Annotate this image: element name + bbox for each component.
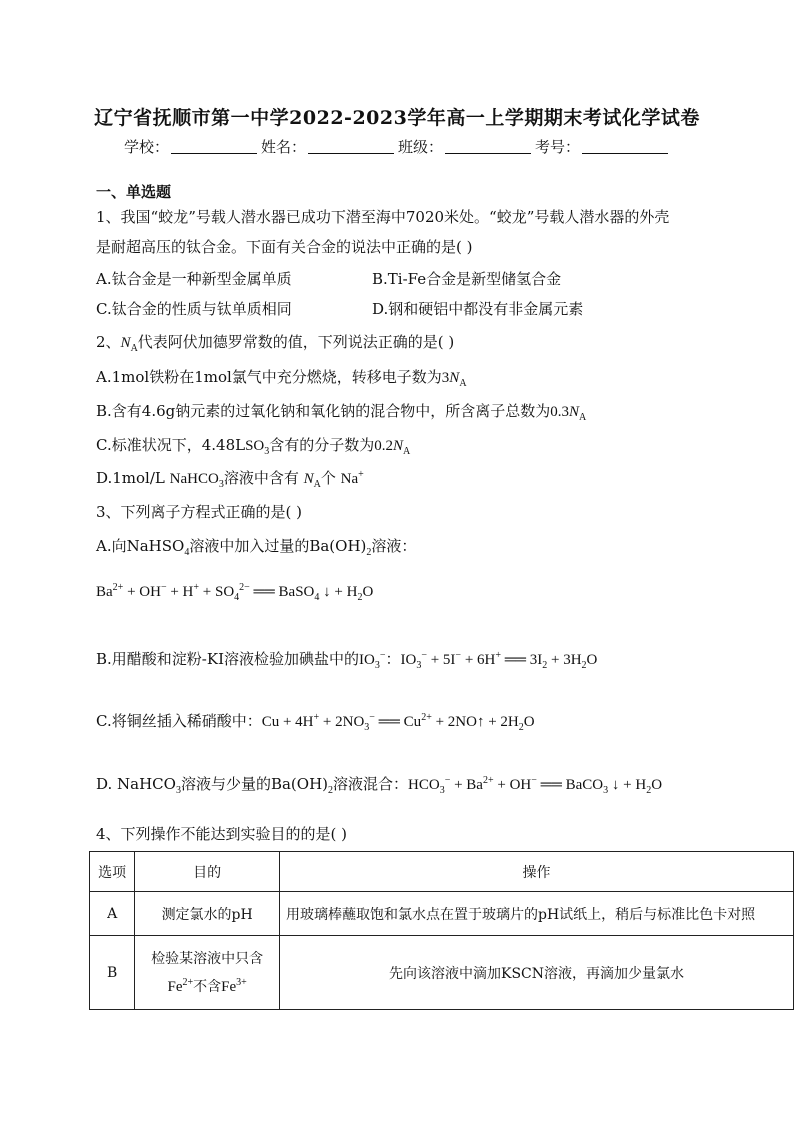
class-label: 班级： xyxy=(398,138,444,156)
table-row xyxy=(90,892,794,936)
q1-option-d: D.钢和硬铝中都没有非金属元素 xyxy=(372,300,584,318)
q2-stem: 2、$N_A$代表阿伏加德罗常数的值，下列说法正确的是( ) xyxy=(96,333,455,354)
q1-stem-line2: 是耐超高压的钛合金。下面有关合金的说法中正确的是( ) xyxy=(96,238,473,256)
header-purpose: 目的 xyxy=(135,852,280,892)
formula-so3: $SO_3$ xyxy=(245,438,270,457)
formula-nahco3: NaHCO$_3$ xyxy=(169,471,224,490)
na-symbol: $N_A$ xyxy=(303,471,321,490)
student-info-line xyxy=(124,136,672,157)
formula-0-3na: $0.3N_A$ xyxy=(550,404,587,423)
row-b-operation: 先向该溶液中滴加KSCN溶液，再滴加少量氯水 xyxy=(279,936,793,1010)
q2-option-d: D.1mol/L NaHCO$_3$溶液中含有 $N_A$个 Na+ xyxy=(96,469,364,490)
q1-option-c: C.钛合金的性质与钛单质相同 xyxy=(96,300,292,318)
q3-option-b: B.用醋酸和淀粉-KI溶液检验加碘盐中的$IO_3^-$：$IO_3^- + 5I^- + 6H^+$ ══ $3I_2 + 3H_2O$ xyxy=(96,650,598,671)
q2-option-b: B.含有4.6g钠元素的过氧化钠和氧化钠的混合物中，所含离子总数为$0.3N_A$ xyxy=(96,402,587,423)
row-a-option: A xyxy=(90,892,135,936)
q2-option-a: A.1mol铁粉在1mol氯气中充分燃烧，转移电子数为$3N_A$ xyxy=(96,368,467,389)
q3-option-c: C.将铜丝插入稀硝酸中：$Cu + 4H^+ + 2NO_3^-$ ══ $Cu^{2+}$ + 2NO↑ + $2H_2O$ xyxy=(96,712,535,733)
q4-options-table xyxy=(89,851,794,1010)
formula-0-2na: $0.2N_A$ xyxy=(374,438,411,457)
q2-option-c: C.标准状况下，$4.48LSO_3$含有的分子数为$0.2N_A$ xyxy=(96,436,411,457)
header-operation: 操作 xyxy=(279,852,793,892)
q3-equation-b: $IO_3^- + 5I^- + 6H^+$ ══ $3I_2 + 3H_2O$ xyxy=(400,650,598,671)
q3-option-a: A.向NaHSO$_4$溶液中加入过量的$Ba(OH)_2$溶液： xyxy=(96,537,417,558)
school-label: 学校： xyxy=(124,138,170,156)
name-blank[interactable] xyxy=(308,139,394,154)
q4-stem: 4、下列操作不能达到实验目的的是( ) xyxy=(96,825,348,843)
section-heading: 一、单选题 xyxy=(96,183,172,201)
q3-option-d: D. NaHCO$_3$溶液与少量的$Ba(OH)_2$溶液混合：$HCO_3^- + Ba^{2+} + OH^-$ ══ BaCO$_3$ ↓ + $H_2O$ xyxy=(96,775,663,796)
q3-equation-d: $HCO_3^- + Ba^{2+} + OH^-$ ══ BaCO$_3$ ↓ + $H_2O$ xyxy=(408,775,663,796)
q3-equation-a: $Ba^{2+} + OH^- + H^+ + SO_4^{2-}$ ══ BaSO$_4$ ↓ + $H_2O$ xyxy=(96,582,374,603)
q1-option-b: B.Ti-Fe合金是新型储氢合金 xyxy=(372,270,562,288)
row-a-operation: 用玻璃棒蘸取饱和氯水点在置于玻璃片的pH试纸上，稍后与标准比色卡对照 xyxy=(285,906,756,923)
na-symbol: $N_A$ xyxy=(120,335,138,354)
class-blank[interactable] xyxy=(445,139,531,154)
name-label: 姓名： xyxy=(261,138,307,156)
row-b-option: B xyxy=(90,936,135,1010)
exam-number-label: 考号： xyxy=(535,138,581,156)
row-a-purpose: 测定氯水的pH xyxy=(135,892,280,936)
q1-option-a: A.钛合金是一种新型金属单质 xyxy=(96,270,292,288)
table-header-row xyxy=(90,852,794,892)
school-blank[interactable] xyxy=(171,139,257,154)
formula-3na: $3N_A$ xyxy=(441,370,467,389)
header-option: 选项 xyxy=(90,852,135,892)
q3-equation-c: $Cu + 4H^+ + 2NO_3^-$ ══ $Cu^{2+}$ + 2NO↑ + $2H_2O$ xyxy=(261,712,535,733)
q1-stem-line1: 1、我国“蛟龙”号载人潜水器已成功下潜至海中7020米处。“蛟龙”号载人潜水器的外壳 xyxy=(96,208,670,226)
table-row xyxy=(90,936,794,1010)
formula-na-ion: Na+ xyxy=(340,469,364,487)
row-b-purpose: 检验某溶液中只含 $Fe^{2+}$不含$Fe^{3+}$ xyxy=(135,936,280,1010)
exam-number-blank[interactable] xyxy=(582,139,668,154)
exam-title: 辽宁省抚顺市第一中学2022-2023学年高一上学期期末考试化学试卷 xyxy=(94,107,700,129)
q3-stem: 3、下列离子方程式正确的是( ) xyxy=(96,503,303,521)
